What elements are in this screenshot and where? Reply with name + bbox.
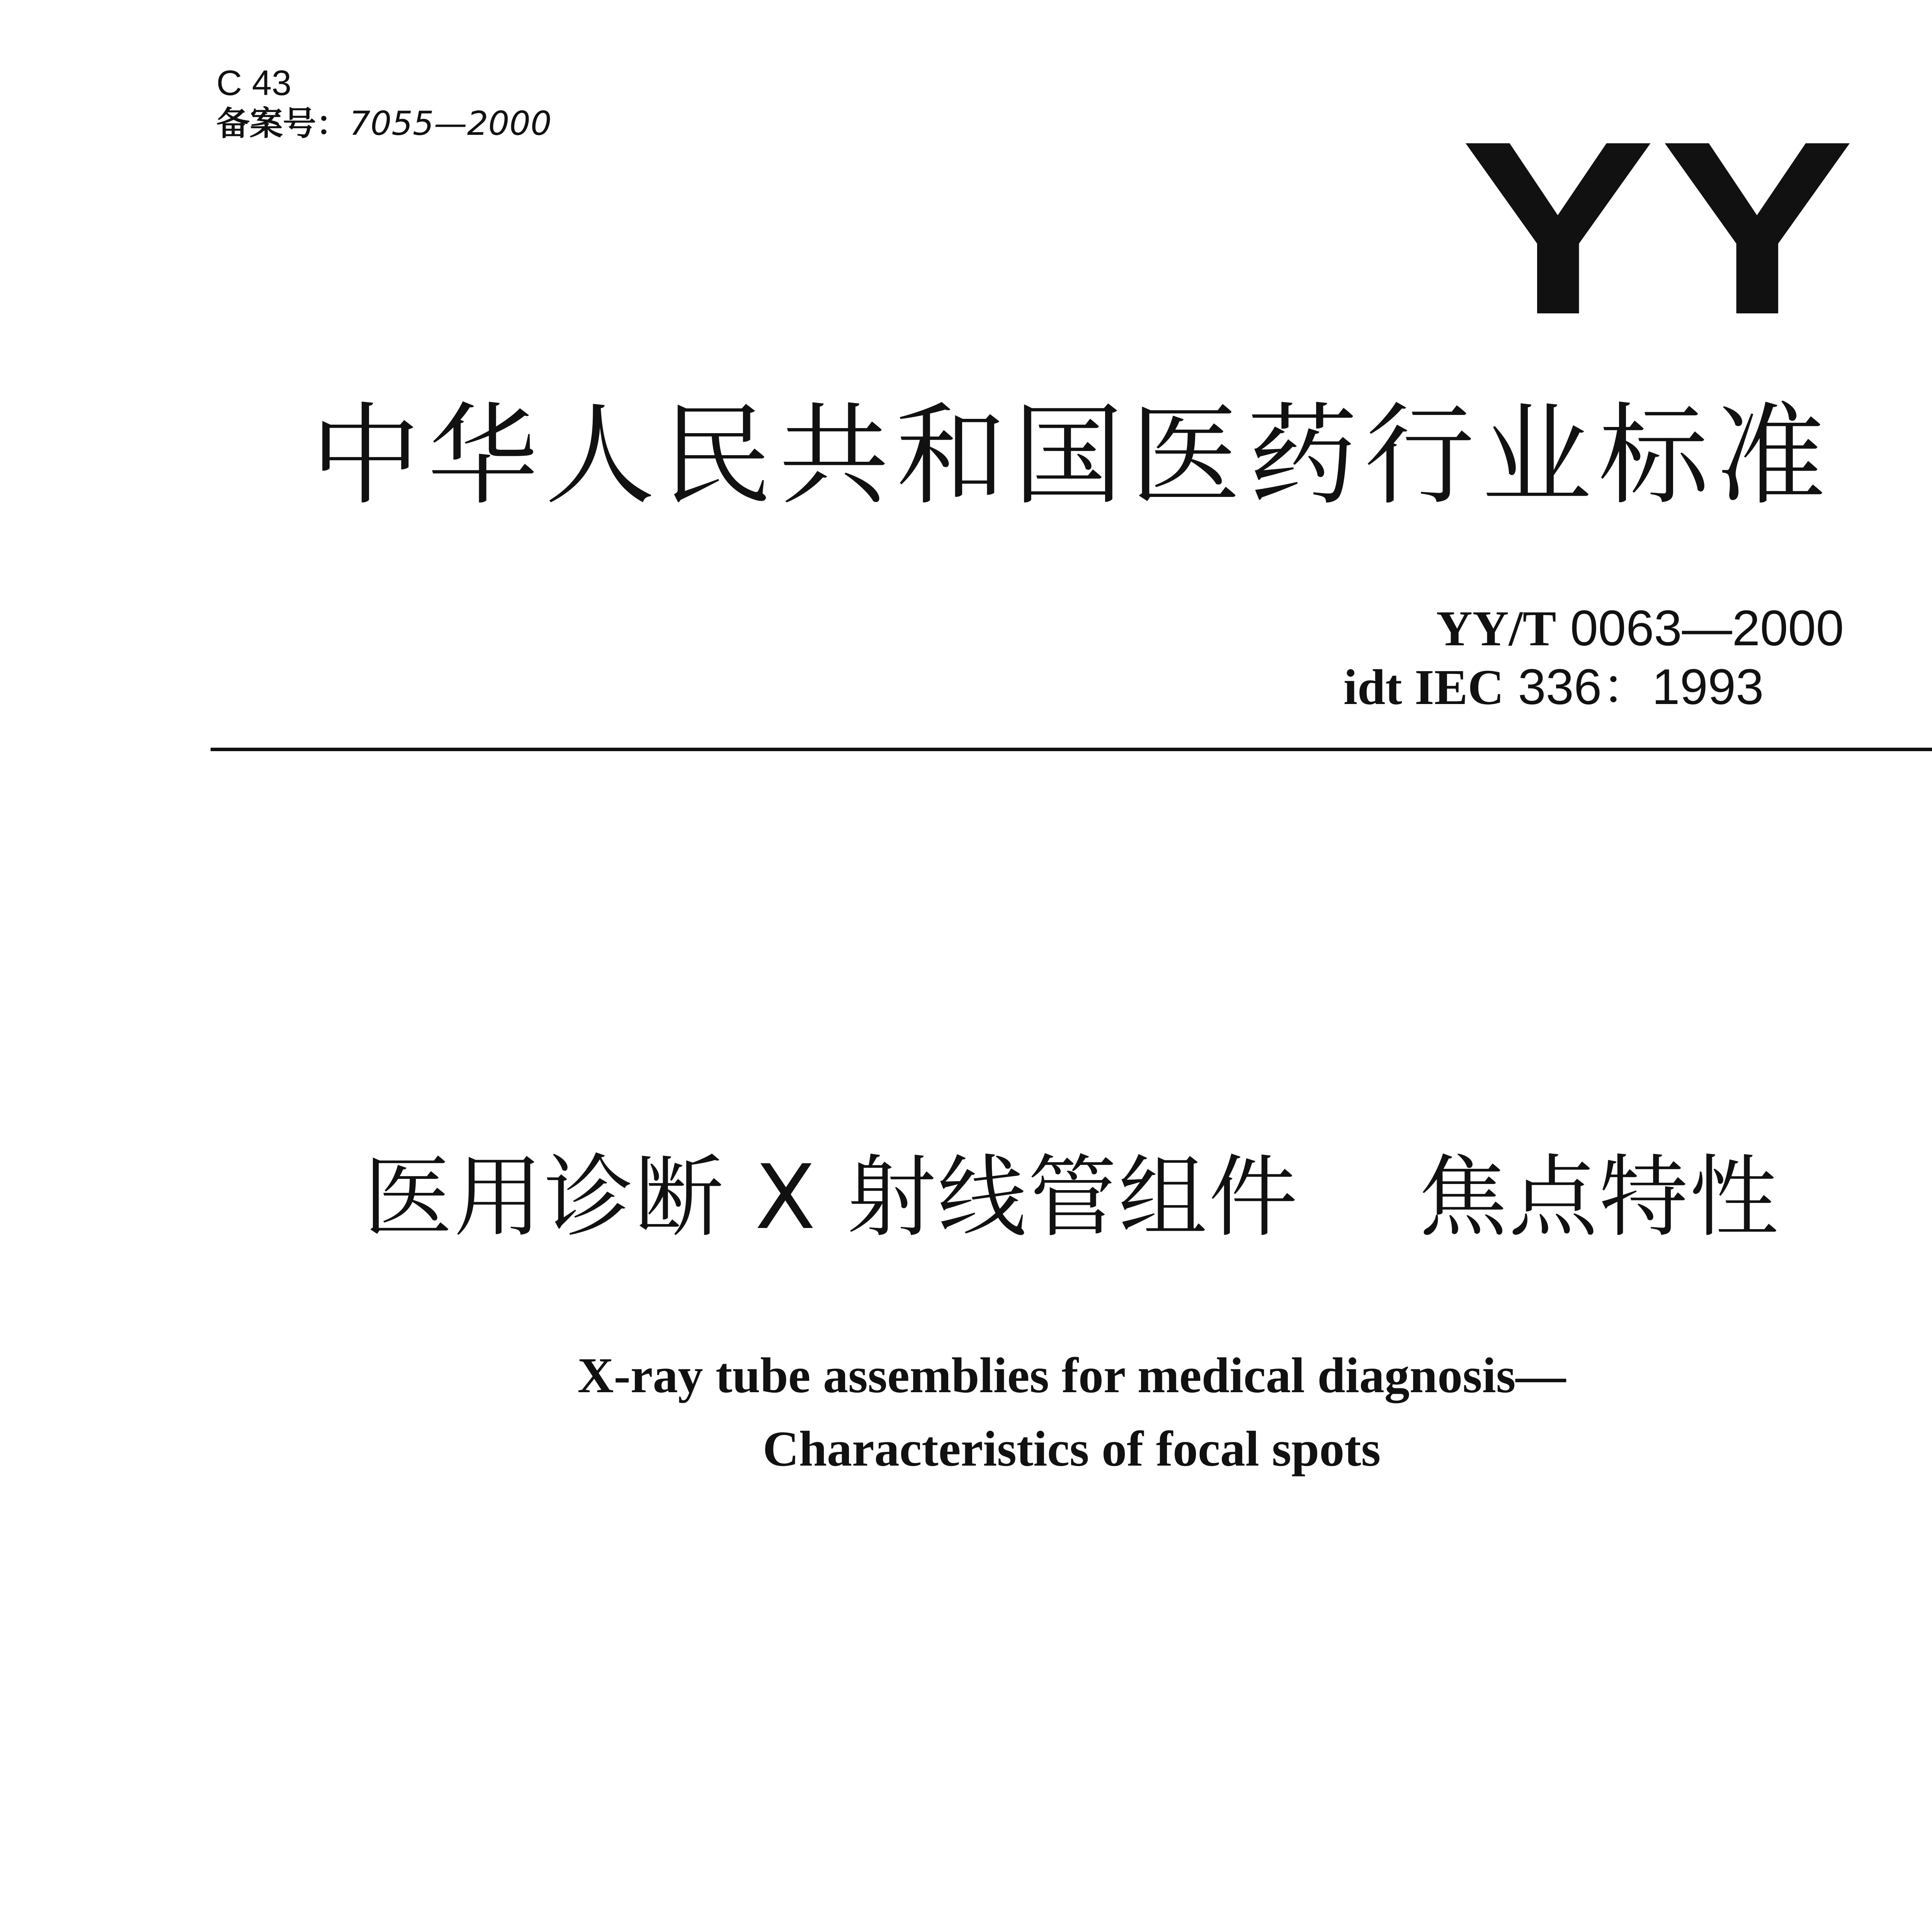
english-title-line-2: Characteristics of focal spots xyxy=(762,1421,1381,1477)
top-divider xyxy=(211,748,1932,751)
filing-number xyxy=(216,104,552,143)
standard-number-block xyxy=(1343,599,1844,716)
adoption-code xyxy=(1344,658,1844,716)
english-title xyxy=(0,1339,1932,1486)
standard-code-number: 0063—2000 xyxy=(1556,600,1844,656)
yy-logo: YY xyxy=(1461,90,1859,366)
standard-code-prefix: YY/T xyxy=(1436,601,1556,656)
standard-category-banner: 中华人民共和国医药行业标准 xyxy=(311,392,1833,520)
english-title-line-1: X-ray tube assemblies for medical diagnosis— xyxy=(577,1348,1566,1403)
filing-number-value: 7055—2000 xyxy=(349,104,552,143)
standard-code xyxy=(1436,599,1844,658)
classification-code: C 43 xyxy=(216,63,292,103)
chinese-title: 医用诊断 X 射线管组件 焦点特性 xyxy=(363,1146,1780,1249)
filing-number-label: 备案号： xyxy=(216,104,349,143)
adoption-code-prefix: idt IEC xyxy=(1343,660,1504,715)
adoption-code-number: 336：1993 xyxy=(1504,658,1764,715)
